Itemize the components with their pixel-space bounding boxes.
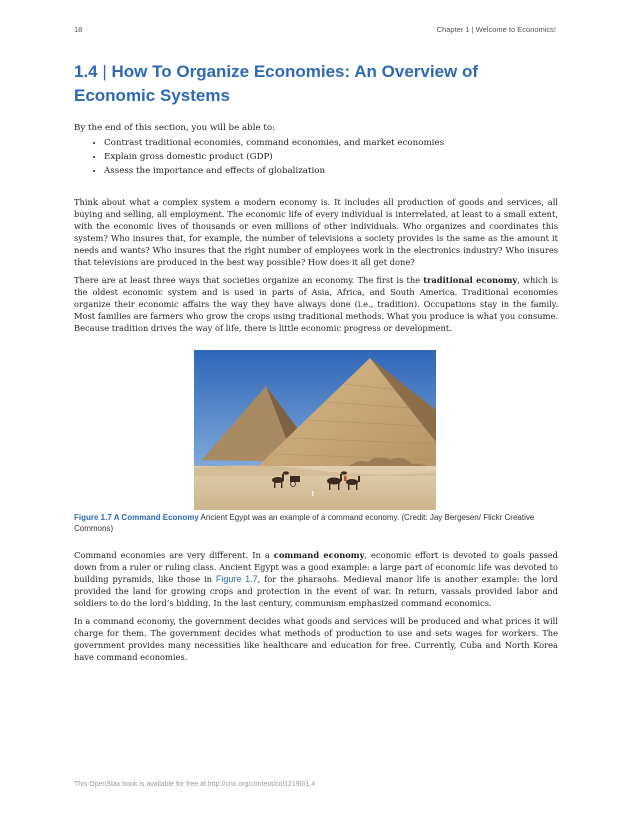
paragraph-command-economy [74,549,558,609]
paragraph-text: , for the pharaohs. Medieval manor life is another example: the lord provided the land for growing crops and protection in the event of war. In return, vassals provided labor and soldiers to do the lord’s bidding. In the last century, communism emphasized command economics. [74,574,558,608]
paragraph-government-decides: In a command economy, the government decides what goods and services will be produced and what prices it will charge for them. The government decides what methods of production to use and sets wages for workers. The government provides many necessities like healthcare and education for free. Currently, Cuba and North Korea have command economies. [74,616,558,662]
figure-label: Figure 1.7 A Command Economy [74,513,199,522]
page-footer: This OpenStax book is available for free at http://cnx.org/content/col12190/1.4 [74,781,316,788]
section-number: 1.4 [74,62,98,81]
objectives-list [74,136,554,178]
figure-reference-link[interactable]: Figure 1.7 [215,574,258,584]
objective-item: • Assess the importance and effects of globalization [104,164,554,178]
paragraph-text: , economic effort is devoted to goals passed down from a ruler or ruling class. Ancient Egypt was a good example: a large part of economic life was devoted to building pyramids, like those in [74,550,558,584]
objective-item: • Explain gross domestic product (GDP) [104,150,554,164]
running-header: Chapter 1 | Welcome to Economics! [436,25,556,34]
learning-objectives [74,121,554,178]
paragraph-text: Command economies are very different. In a [74,550,274,560]
figure-caption-text: Ancient Egypt was an example of a command economy. (Credit: Jay Bergesen/ Flickr Creative Commons) [74,513,535,533]
figure-pyramids-image [194,350,436,510]
walking-person [312,491,314,496]
key-term-command-economy: command economy [273,550,365,560]
pyramids-photo [194,350,436,510]
section-title-text: How To Organize Economies: An Overview of Economic Systems [74,62,479,105]
paragraph-text: There are at least three ways that societies organize an economy. The first is the [74,275,424,285]
key-term-traditional-economy: traditional economy [423,275,518,285]
section-title [74,60,544,108]
objectives-intro: By the end of this section, you will be able to: [74,123,276,133]
paragraph-traditional-economy [74,274,558,334]
paragraph-text: , which is the oldest economic system and is used in parts of Asia, Africa, and South America. Traditional economies organize their economic affairs the way they have always done (i.e., tradition). Occupations stay in the family. Most families are farmers who grow the crops using traditional methods. What you produce is what you consume. Because tradition drives the way of life, there is little economic progress or development. [74,275,558,333]
figure-caption [74,512,554,534]
section-separator: | [97,62,112,81]
page-number: 18 [74,25,83,34]
paragraph-complex-system: Think about what a complex system a modern economy is. It includes all production of goods and services, all buying and selling, all employment. The economic life of every individual is interrelated, at least to a small extent, with the economic lives of thousands or even millions of other individuals. Who organizes and coordinates this system? Who insures that, for example, the number of televisions a society provides is the same as the amount it needs and wants? Who insures that the right number of employees work in the electronics industry? Who insures that televisions are produced in the best way possible? How does it all get done? [74,197,558,267]
objective-item: • Contrast traditional economies, command economies, and market economies [104,136,554,150]
